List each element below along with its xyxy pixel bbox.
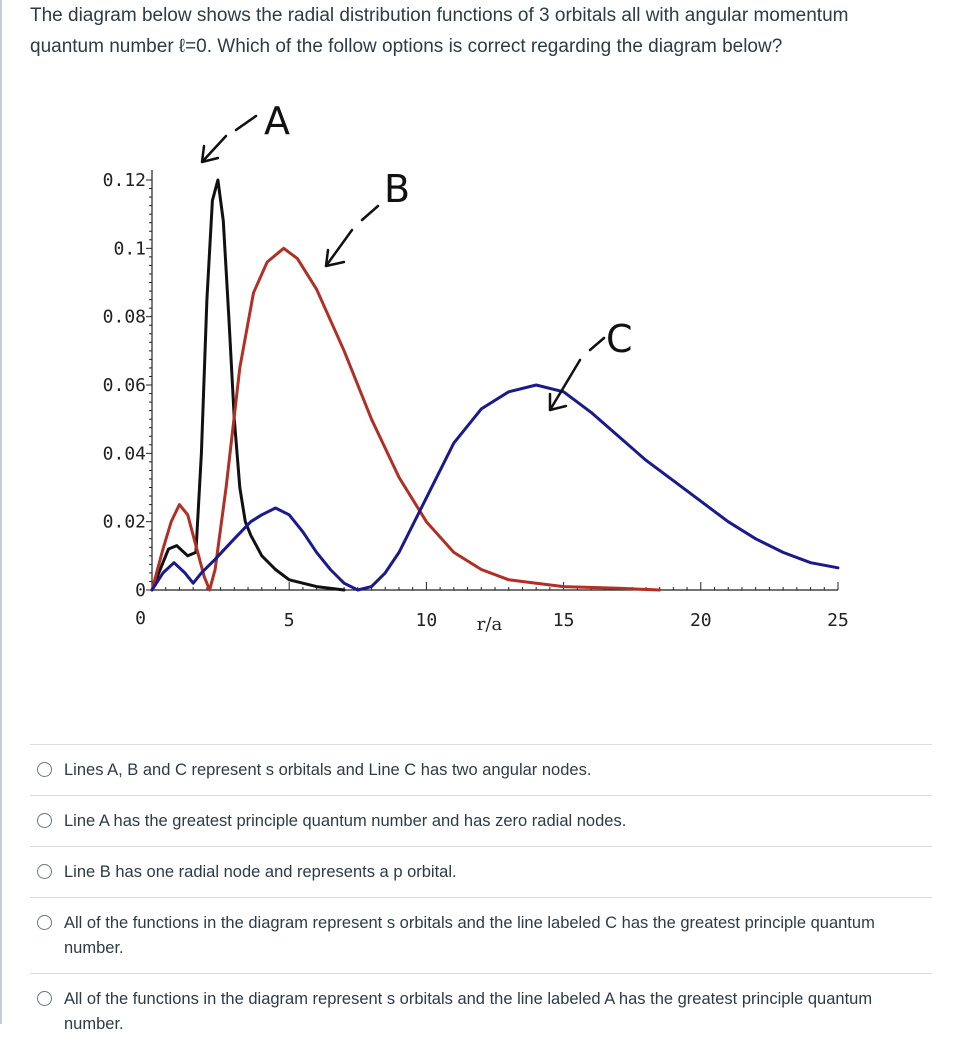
x-tick-label: 10 bbox=[415, 610, 438, 631]
x-tick-label: 20 bbox=[689, 610, 712, 631]
answer-radio[interactable] bbox=[37, 813, 52, 828]
series-line-c bbox=[152, 385, 838, 590]
annotation-b bbox=[326, 167, 410, 266]
y-tick-label: 0.08 bbox=[102, 306, 146, 328]
radial-distribution-chart bbox=[0, 80, 954, 660]
answer-label: Line A has the greatest principle quantum number and has zero radial nodes. bbox=[64, 812, 627, 830]
y-tick-label: 0.1 bbox=[113, 238, 146, 260]
annotation-a-arrow bbox=[202, 116, 256, 162]
annotation-c-label: C bbox=[606, 317, 633, 361]
answer-option[interactable] bbox=[30, 973, 932, 1049]
answer-option[interactable] bbox=[30, 744, 932, 795]
answer-label: Lines A, B and C represent s orbitals and Line C has two angular nodes. bbox=[64, 761, 592, 779]
y-tick-label: 0.06 bbox=[102, 375, 146, 396]
x-tick-label: 15 bbox=[552, 610, 575, 631]
annotation-a bbox=[202, 99, 290, 162]
answer-label: All of the functions in the diagram represent s orbitals and the line labeled C has the greatest principle quantum number. bbox=[64, 914, 875, 957]
annotation-c bbox=[550, 317, 633, 410]
answer-option[interactable] bbox=[30, 795, 932, 846]
x-tick-label: 0 bbox=[135, 608, 146, 629]
annotation-b-arrow bbox=[326, 206, 378, 266]
x-axis-label: r/a bbox=[476, 614, 503, 635]
y-tick-label: 0 bbox=[135, 580, 146, 601]
x-tick-label: 25 bbox=[827, 610, 849, 631]
answer-radio[interactable] bbox=[37, 991, 52, 1006]
y-tick-label: 0.02 bbox=[102, 511, 146, 533]
series-line-a bbox=[152, 180, 344, 590]
annotation-a-label: A bbox=[264, 99, 290, 143]
answer-radio[interactable] bbox=[37, 915, 52, 930]
answer-option[interactable] bbox=[30, 897, 932, 973]
answer-options bbox=[30, 744, 932, 1049]
chart-series bbox=[152, 180, 838, 590]
question-line-1: The diagram below shows the radial distribution functions of 3 orbitals all with angular momentum bbox=[30, 5, 849, 26]
answer-label: Line B has one radial node and represents a p orbital. bbox=[64, 863, 457, 881]
y-tick-label: 0.12 bbox=[102, 170, 146, 191]
x-tick-label: 5 bbox=[283, 610, 295, 631]
question-text bbox=[30, 0, 935, 62]
answer-label: All of the functions in the diagram represent s orbitals and the line labeled A has the greatest principle quantum number. bbox=[64, 990, 873, 1033]
annotation-c-arrow bbox=[550, 338, 604, 410]
answer-radio[interactable] bbox=[37, 762, 52, 777]
answer-option[interactable] bbox=[30, 846, 932, 897]
question-line-2: quantum number ℓ=0. Which of the follow options is correct regarding the diagram below? bbox=[30, 36, 783, 57]
annotation-b-label: B bbox=[384, 167, 411, 211]
answer-radio[interactable] bbox=[37, 864, 52, 879]
y-tick-label: 0.04 bbox=[102, 443, 146, 465]
